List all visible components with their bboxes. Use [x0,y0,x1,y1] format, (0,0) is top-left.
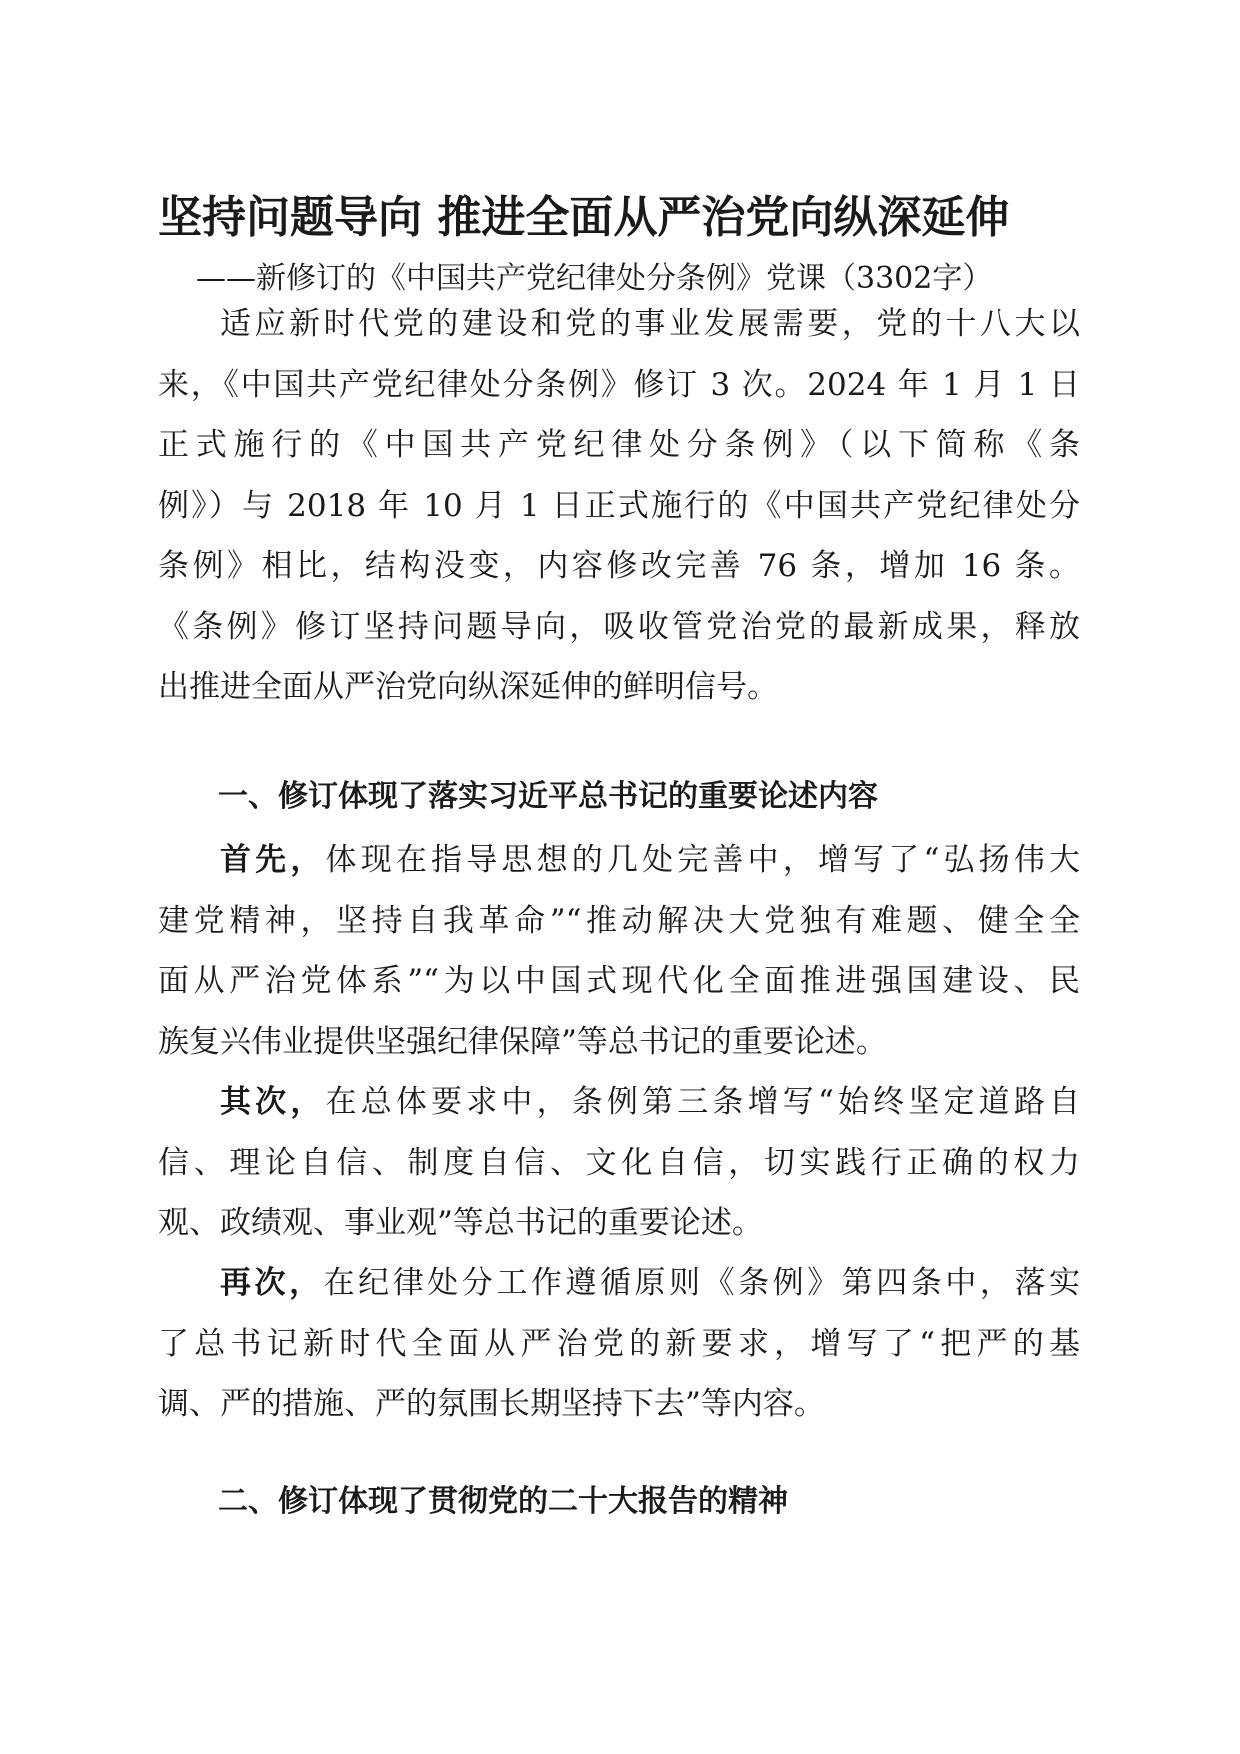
paragraph-line: 信、理论自信、制度自信、文化自信，切实践行正确的权力 [158,1144,1080,1181]
paragraph-line: 观、政绩观、事业观”等总书记的重要论述。 [158,1205,763,1241]
paragraph-text: 体现在指导思想的几处完善中，增写了“弘扬伟大 [325,842,1080,878]
paragraph-lead: 再次， [220,1265,324,1301]
intro-line: 来，《中国共产党纪律处分条例》修订 3 次。2024 年 1 月 1 日 [158,366,1080,403]
intro-line: 适应新时代党的建设和党的事业发展需要，党的十八大以 [220,306,1080,342]
paragraph-text: 在纪律处分工作遵循原则《条例》第四条中，落实 [323,1265,1080,1301]
intro-line: 条例》相比，结构没变，内容修改完善 76 条，增加 16 条。 [158,548,1080,584]
paragraph-line [158,830,1080,891]
intro-line: 《条例》修订坚持问题导向，吸收管党治党的最新成果，释放 [158,608,1080,645]
paragraph-first [158,830,1080,1072]
paragraph-third [158,1253,1080,1435]
intro-line: 正式施行的《中国共产党纪律处分条例》（以下简称《条 [158,427,1080,463]
paragraph-lead: 首先， [220,842,326,878]
paragraph-second [158,1072,1080,1254]
paragraph-line: 建党精神，坚持自我革命”“推动解决大党独有难题、健全全 [158,902,1080,939]
document-subtitle: ——新修订的《中国共产党纪律处分条例》党课（3302字） [196,261,993,296]
paragraph-lead: 其次， [220,1084,326,1120]
section-heading-2: 二、修订体现了贯彻党的二十大报告的精神 [218,1484,788,1519]
paragraph-line [158,1072,1080,1133]
paragraph-text: 在总体要求中，条例第三条增写“始终坚定道路自 [325,1084,1080,1120]
paragraph-line: 面从严治党体系”“为以中国式现代化全面推进强国建设、民 [158,963,1080,999]
intro-line: 出推进全面从严治党向纵深延伸的鲜明信号。 [158,669,778,705]
document-title: 坚持问题导向 推进全面从严治党向纵深延伸 [158,192,1010,243]
intro-line: 例》）与 2018 年 10 月 1 日正式施行的《中国共产党纪律处分 [158,487,1080,524]
intro-paragraph [158,294,1080,718]
paragraph-line: 族复兴伟业提供坚强纪律保障”等总书记的重要论述。 [158,1023,887,1060]
section-heading-1: 一、修订体现了落实习近平总书记的重要论述内容 [218,779,878,814]
paragraph-line [158,1253,1080,1314]
paragraph-line: 了总书记新时代全面从严治党的新要求，增写了“把严的基 [158,1325,1080,1362]
paragraph-line: 调、严的措施、严的氛围长期坚持下去”等内容。 [158,1386,825,1422]
